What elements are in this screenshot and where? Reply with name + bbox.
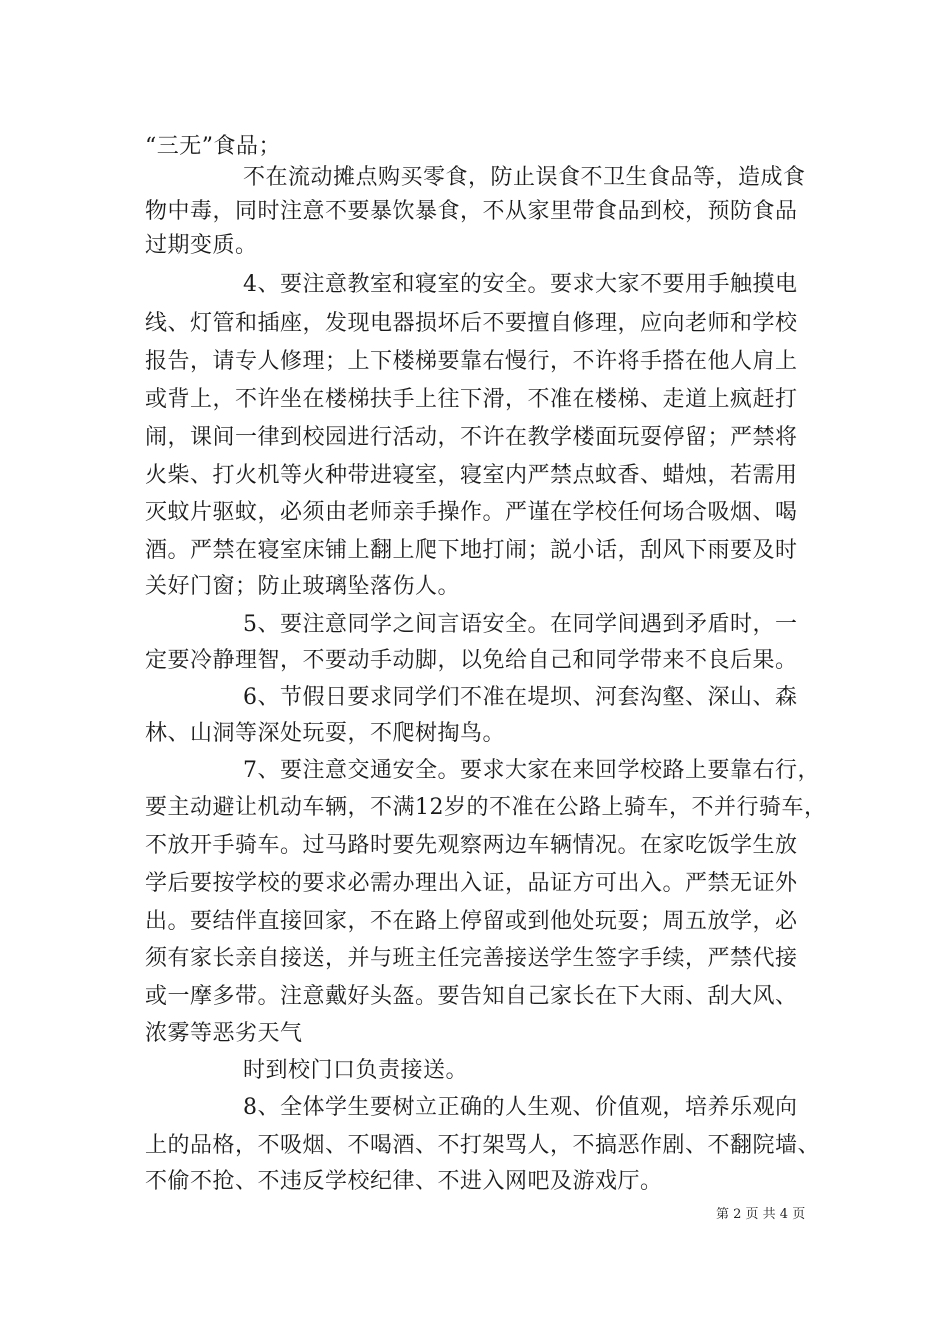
text-line: 关好门窗；防止玻璃坠落伤人。: [145, 574, 461, 599]
text-line: 上的品格，不吸烟、不喝酒、不打架骂人，不搞恶作剧、不翻院墙、: [145, 1133, 821, 1158]
text-line: 定要冷静理智，不要动手动脚，以免给自己和同学带来不良后果。: [145, 648, 798, 673]
text-line: 学后要按学校的要求必需办理出入证，品证方可出入。严禁无证外: [145, 871, 798, 896]
text-line: 不在流动摊点购买零食，防止误食不卫生食品等，造成食: [243, 165, 806, 190]
text-line: “三无”食品；: [145, 134, 281, 159]
text-line: 酒。严禁在寝室床铺上翻上爬下地打闹；説小话，刮风下雨要及时: [145, 538, 798, 563]
text-line: 浓雾等恶劣天气: [145, 1021, 303, 1046]
text-line: 过期变质。: [145, 233, 258, 258]
text-line: 灭蚊片驱蚊，必须由老师亲手操作。严谨在学校任何场合吸烟、喝: [145, 500, 798, 525]
text-line: 报告，请专人修理；上下楼梯要靠右慢行，不许将手搭在他人肩上: [145, 349, 798, 374]
text-line: 闹，课间一律到校园进行活动，不许在教学楼面玩耍停留；严禁将: [145, 425, 798, 450]
page-number-footer: 第 2 页 共 4 页: [716, 1207, 806, 1222]
text-line: 火柴、打火机等火种带进寝室，寝室内严禁点蚊香、蜡烛，若需用: [145, 463, 798, 488]
text-line: 5、要注意同学之间言语安全。在同学间遇到矛盾时，一: [243, 612, 798, 637]
text-line: 线、灯管和插座，发现电器损坏后不要擅自修理，应向老师和学校: [145, 311, 798, 336]
text-line: 时到校门口负责接送。: [243, 1058, 469, 1083]
text-line: 8、全体学生要树立正确的人生观、价值观，培养乐观向: [243, 1095, 798, 1120]
text-line: 林、山洞等深处玩耍，不爬树掏鸟。: [145, 721, 506, 746]
text-line: 物中毒，同时注意不要暴饮暴食，不从家里带食品到校，预防食品: [145, 199, 798, 224]
text-line: 须有家长亲自接送，并与班主任完善接送学生签字手续，严禁代接: [145, 946, 798, 971]
text-line: 出。要结伴直接回家，不在路上停留或到他处玩耍；周五放学，必: [145, 909, 798, 934]
text-line: 不偷不抢、不违反学校纪律、不进入网吧及游戏厅。: [145, 1169, 663, 1194]
text-line: 不放开手骑车。过马路时要先观察两边车辆情况。在家吃饭学生放: [145, 833, 798, 858]
text-line: 6、节假日要求同学们不准在堤坝、河套沟壑、深山、森: [243, 685, 798, 710]
text-line: 要主动避让机动车辆，不满12岁的不准在公路上骑车，不并行骑车，: [145, 795, 827, 820]
text-line: 4、要注意教室和寝室的安全。要求大家不要用手触摸电: [243, 272, 798, 297]
text-line: 或一摩多带。注意戴好头盔。要告知自己家长在下大雨、刮大风、: [145, 984, 798, 1009]
text-line: 7、要注意交通安全。要求大家在来回学校路上要靠右行，: [243, 758, 820, 783]
text-line: 或背上，不许坐在楼梯扶手上往下滑，不准在楼梯、走道上疯赶打: [145, 387, 798, 412]
